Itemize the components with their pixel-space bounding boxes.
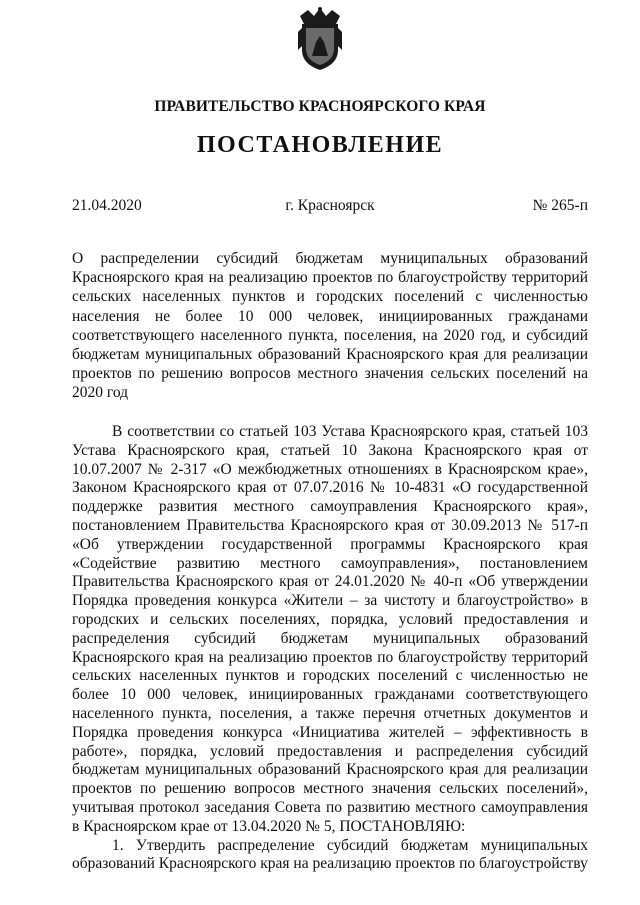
document-body (72, 423, 588, 874)
coat-of-arms-icon (296, 6, 344, 72)
document-city: г. Красноярск (285, 197, 375, 214)
document-type: ПОСТАНОВЛЕНИЕ (196, 132, 444, 158)
document-date: 21.04.2020 (72, 197, 142, 214)
document-meta (72, 197, 588, 219)
document-subject: О распределении субсидий бюджетам муниципальных образований Красноярского края на реализацию проектов по благоустройству территорий сельских населенных пунктов и городских поселений с численностью населения не более 10 000 человек, инициированных гражданами соответствующего населенного пункта, поселения, на 2020 год, и субсидий бюджетам муниципальных образований Красноярского края для реализации проектов по решению вопросов местного значения сельских поселений на 2020 год (72, 250, 588, 402)
body-paragraph: В соответствии со статьей 103 Устава Красноярского края, статьей 103 Устава Красноярского края, статьей 10 Закона Красноярского края от 10.07.2007 № 2-317 «О межбюджетных отношениях в Красноярском крае», Законом Красноярского края от 07.07.2016 № 10-4831 «О государственной поддержке развития местного самоуправления Красноярского края», постановлением Правительства Красноярского края от 30.09.2013 № 517-п «Об утверждении государственной программы Красноярского края «Содействие развитию местного самоуправления», постановлением Правительства Красноярского края от 24.01.2020 № 40-п «Об утверждении Порядка проведения конкурса «Жители – за чистоту и благоустройство» в городских и сельских поселениях, порядка, условий предоставления и распределения субсидий бюджетам муниципальных образований Красноярского края на реализацию проектов по благоустройству территорий сельских населенных пунктов и городских поселений с численностью не более 10 000 человек, инициированных гражданами соответствующего населенного пункта, поселения, а также перечня отчетных документов и Порядка проведения конкурса «Инициатива жителей – эффективность в работе», порядка, условий предоставления и распределения субсидий бюджетам муниципальных образований Красноярского края для реализации проектов по решению вопросов местного значения сельских поселений», учитывая протокол заседания Совета по развитию местного самоуправления в Красноярском крае от 13.04.2020 № 5, ПОСТАНОВЛЯЮ: (72, 423, 588, 835)
body-paragraph: 1. Утвердить распределение субсидий бюджетам муниципальных образований Красноярского края на реализацию проектов по благоустройству (72, 836, 588, 873)
document-number: № 265-п (532, 197, 588, 214)
government-title: ПРАВИТЕЛЬСТВО КРАСНОЯРСКОГО КРАЯ (154, 98, 486, 115)
